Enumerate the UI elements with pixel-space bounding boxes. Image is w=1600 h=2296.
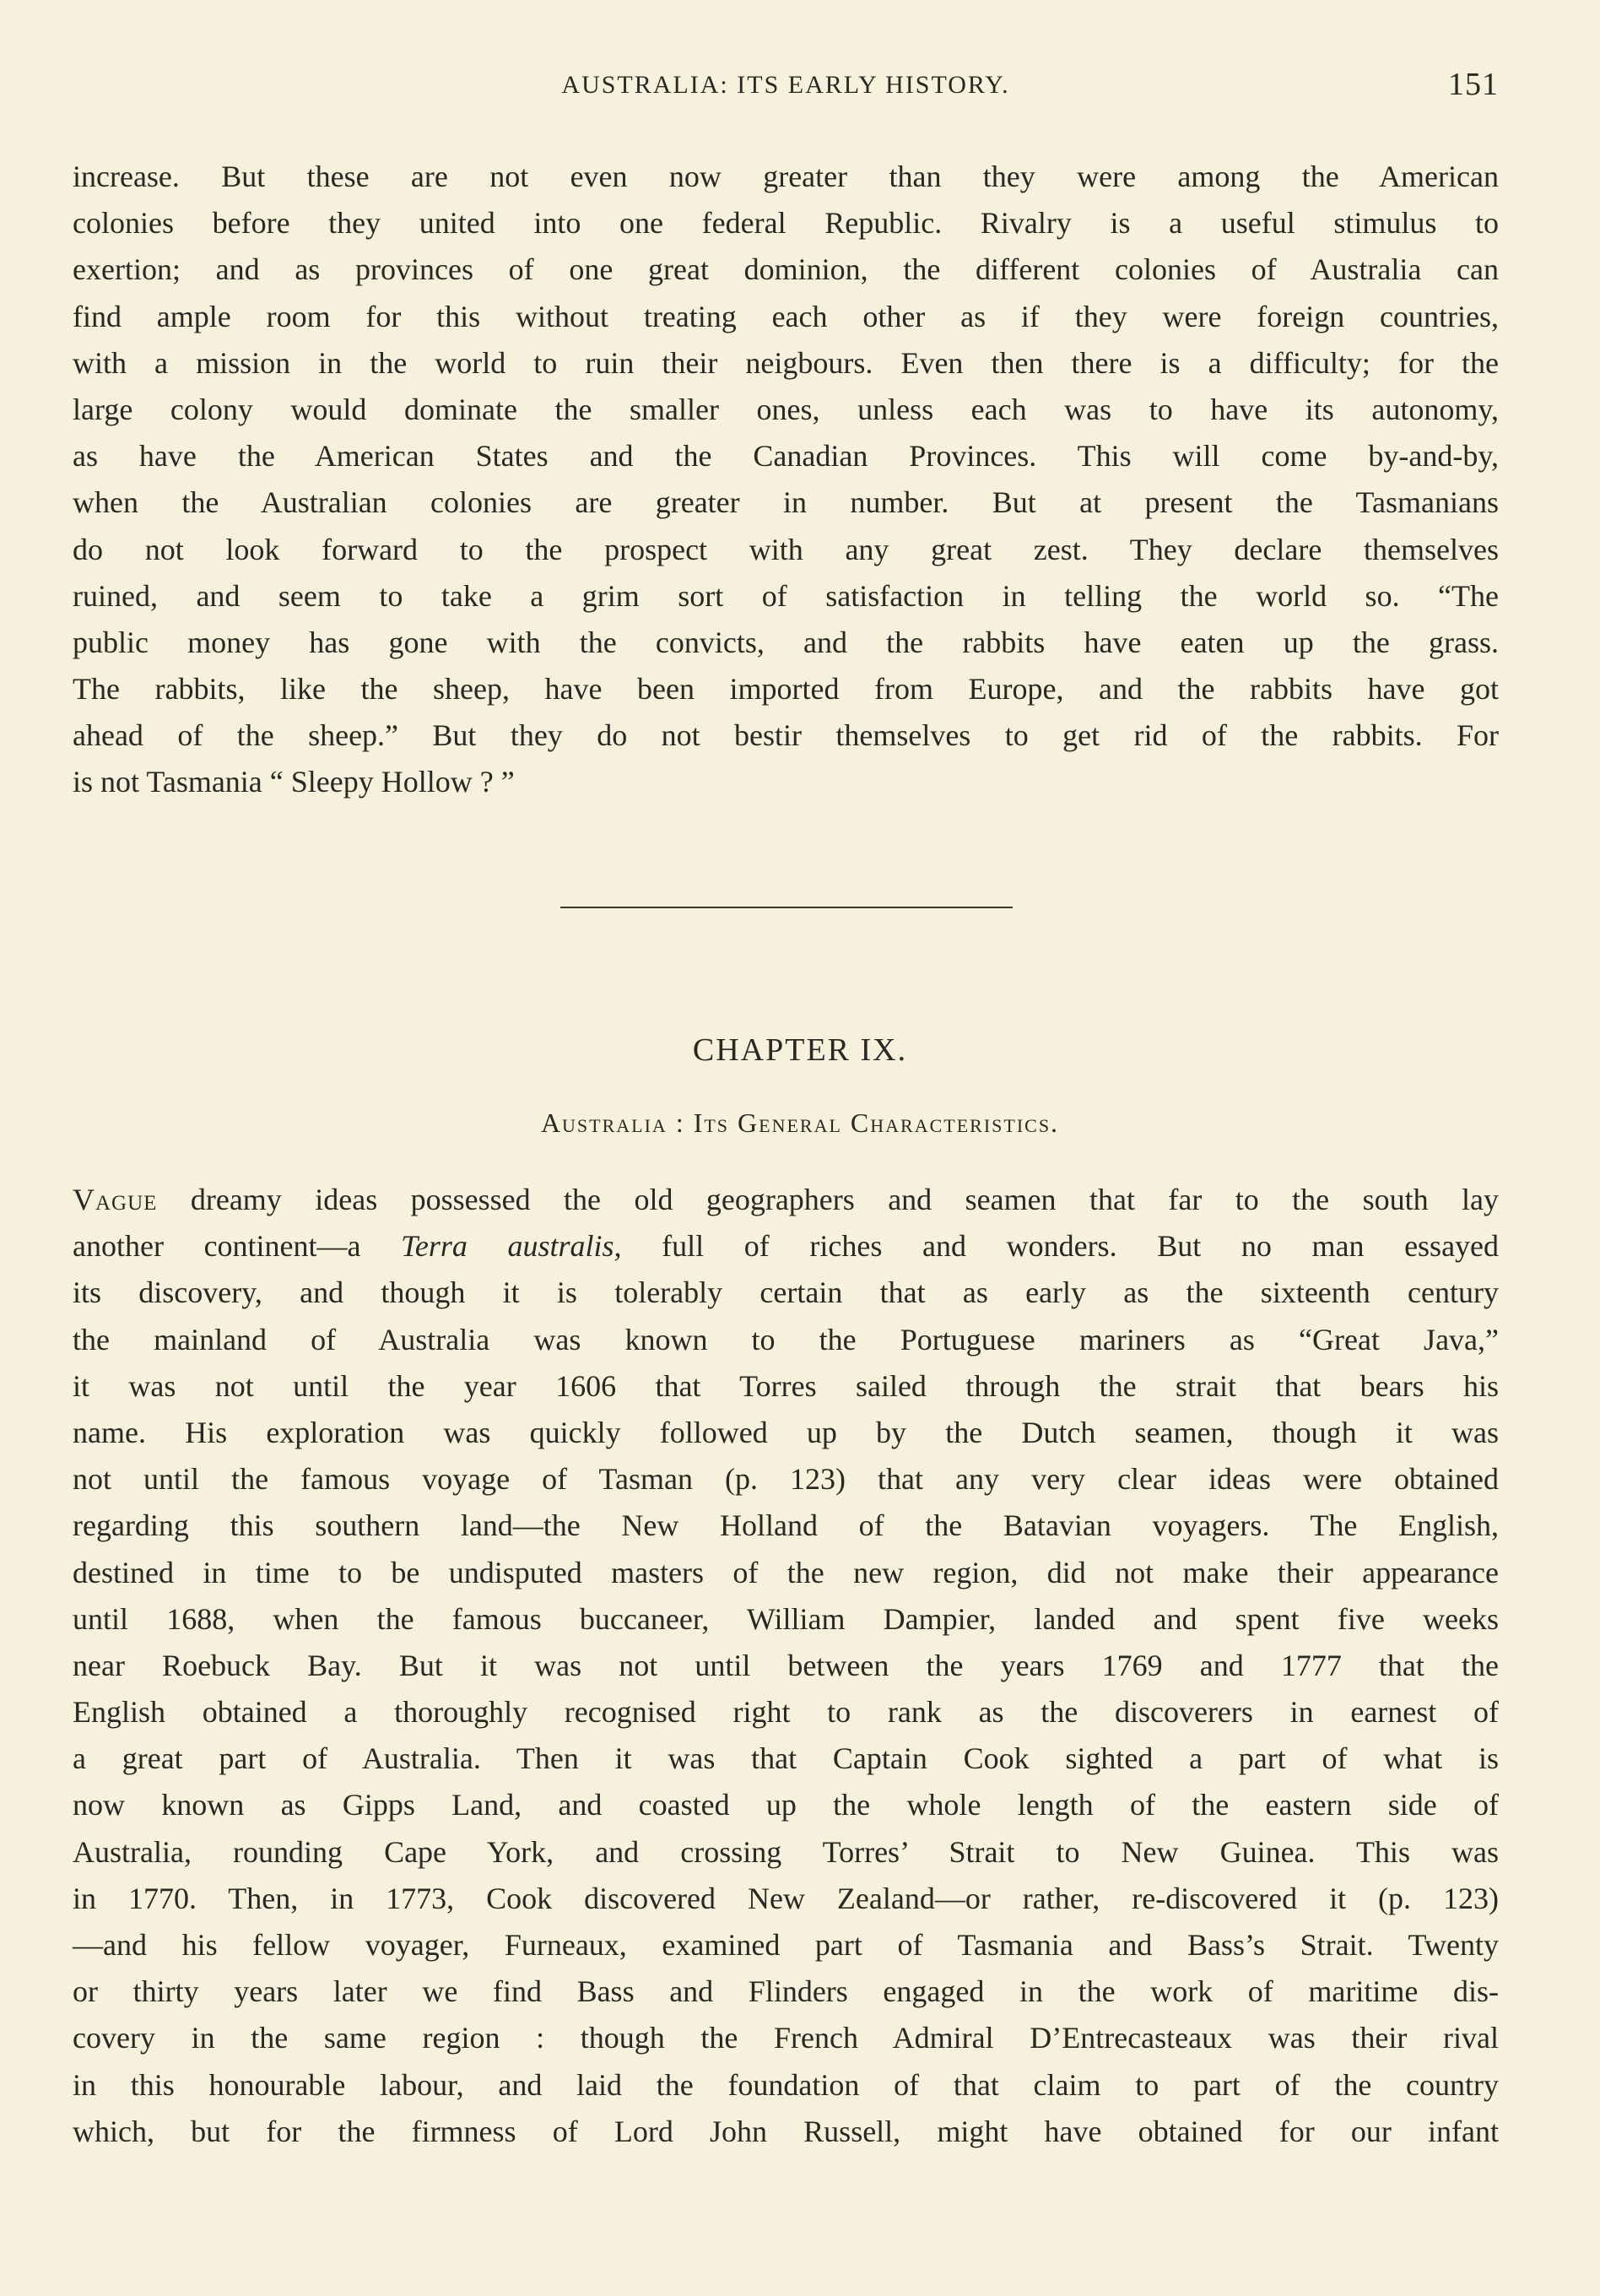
section-divider (560, 907, 1013, 908)
text-line: English obtained a thoroughly recognised right to rank as the discoverers in earnest of (73, 1695, 1499, 1730)
text-line: increase. But these are not even now greater than they were among the American (73, 160, 1499, 193)
text-line: which, but for the firmness of Lord John Russell, might have obtained for our infant (73, 2114, 1499, 2148)
text-line: find ample room for this without treating each other as if they were foreign countries, (73, 299, 1499, 333)
text-line: when the Australian colonies are greater in number. But at present the Tasmanians (73, 485, 1499, 520)
text-line: its discovery, and though it is tolerably certain that as early as the sixteenth century (73, 1275, 1499, 1310)
chapter-title: CHAPTER IX. (692, 1032, 908, 1068)
text-line: with a mission in the world to ruin their neigbours. Even then there is a difficulty; for the (73, 345, 1499, 380)
text-line: exertion; and as provinces of one great dominion, the different colonies of Australia can (73, 252, 1499, 287)
line-text: another continent—a (73, 1229, 402, 1264)
line-text: dreamy ideas possessed the old geographers and seamen that far to the south lay (157, 1183, 1499, 1216)
text-line: or thirty years later we find Bass and Flinders engaged in the work of maritime dis- (73, 1974, 1499, 2009)
text-line: Australia, rounding Cape York, and crossing Torres’ Strait to New Guinea. This was (73, 1834, 1499, 1869)
text-line: in 1770. Then, in 1773, Cook discovered New Zealand—or rather, re-discovered it (p. 123) (73, 1881, 1499, 1915)
text-line: name. His exploration was quickly followed up by the Dutch seamen, though it was (73, 1415, 1499, 1449)
text-line: ahead of the sheep.” But they do not bestir themselves to get rid of the rabbits. For (73, 718, 1499, 753)
text-line: regarding this southern land—the New Holland of the Batavian voyagers. The English, (73, 1508, 1499, 1543)
text-line: as have the American States and the Canadian Provinces. This will come by-and-by, (73, 439, 1499, 474)
text-line: it was not until the year 1606 that Torres sailed through the strait that bears his (73, 1368, 1499, 1403)
text-line (73, 1177, 1499, 1223)
text-line: do not look forward to the prospect with any great zest. They declare themselves (73, 532, 1499, 566)
text-line: public money has gone with the convicts, and the rabbits have eaten up the grass. (73, 625, 1499, 659)
text-line: near Roebuck Bay. But it was not until between the years 1769 and 1777 that the (73, 1648, 1499, 1682)
running-title: AUSTRALIA: ITS EARLY HISTORY. (561, 71, 1010, 99)
italic-term: Terra australis, (401, 1229, 622, 1264)
text-line: until 1688, when the famous buccaneer, William Dampier, landed and spent five weeks (73, 1601, 1499, 1636)
top-paragraph (73, 154, 1499, 806)
chapter-subtitle: Australia : Its General Characteristics. (540, 1107, 1060, 1138)
text-line: large colony would dominate the smaller ones, unless each was to have its autonomy, (73, 392, 1499, 426)
bottom-paragraph (73, 1177, 1499, 2155)
text-line: not until the famous voyage of Tasman (p. 123) that any very clear ideas were obtained (73, 1462, 1499, 1497)
text-line: destined in time to be undisputed masters of the new region, did not make their appearance (73, 1555, 1499, 1589)
text-line: The rabbits, like the sheep, have been imported from Europe, and the rabbits have got (73, 672, 1499, 707)
text-line: —and his fellow voyager, Furneaux, examined part of Tasmania and Bass’s Strait. Twenty (73, 1928, 1499, 1962)
text-line: now known as Gipps Land, and coasted up the whole length of the eastern side of (73, 1788, 1499, 1822)
text-line (73, 1223, 1499, 1270)
dropcap-word: Vague (73, 1183, 158, 1216)
text-line: colonies before they united into one federal Republic. Rivalry is a useful stimulus to (73, 206, 1499, 241)
text-line: in this honourable labour, and laid the foundation of that claim to part of the country (73, 2067, 1499, 2102)
text-line: a great part of Australia. Then it was that Captain Cook sighted a part of what is (73, 1741, 1499, 1776)
text-line: is not Tasmania “ Sleepy Hollow ? ” (73, 765, 515, 799)
text-line: covery in the same region : though the French Admiral D’Entrecasteaux was their rival (73, 2021, 1499, 2055)
running-head (73, 66, 1499, 108)
text-line: the mainland of Australia was known to the Portuguese mariners as “Great Java,” (73, 1322, 1499, 1356)
line-text: full of riches and wonders. But no man essayed (621, 1229, 1500, 1264)
page-number: 151 (1448, 67, 1499, 102)
text-line: ruined, and seem to take a grim sort of satisfaction in telling the world so. “The (73, 578, 1499, 613)
